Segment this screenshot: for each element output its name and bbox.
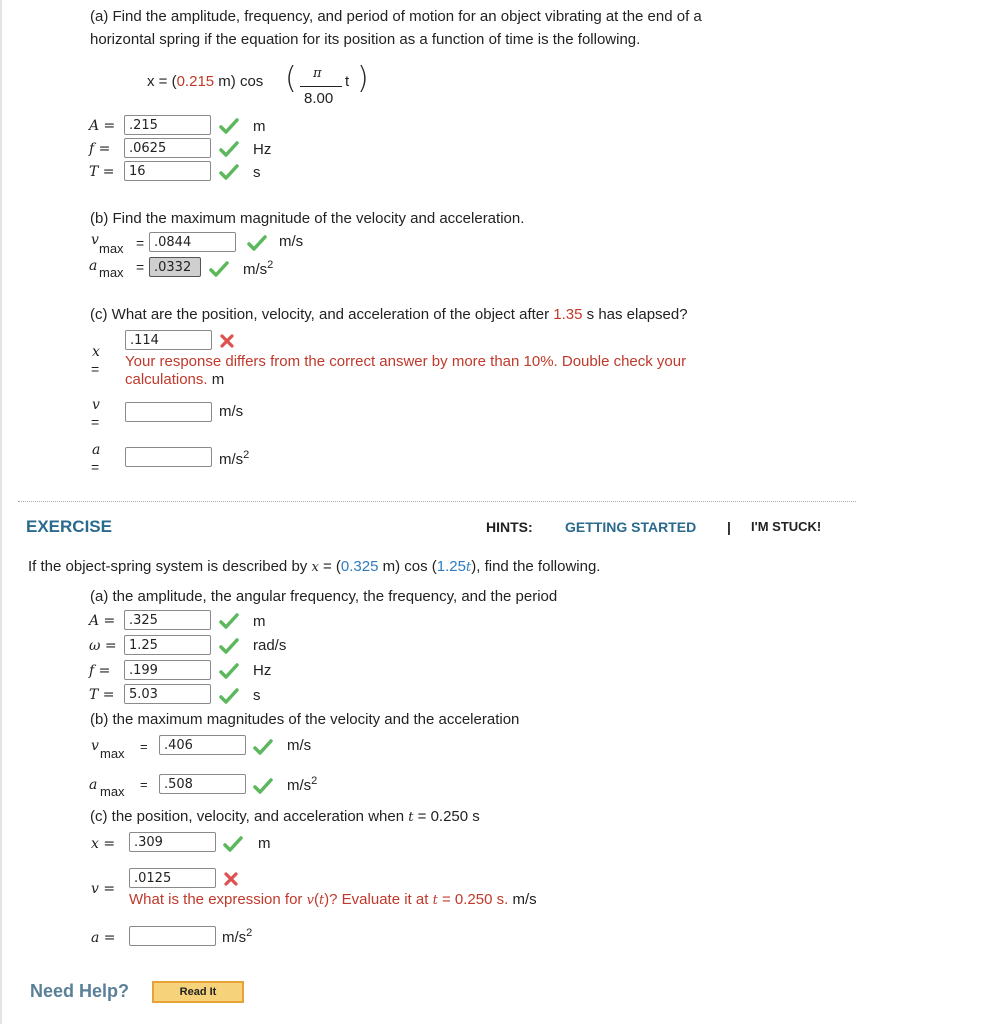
ex-angular-frequency-input[interactable]: 1.25 — [124, 635, 211, 655]
ex-amplitude-label: A = — [89, 613, 116, 629]
vmax-subscript: max — [99, 241, 124, 256]
position-equation: x = (0.215 m) cos — [147, 73, 264, 90]
a-equals: = — [91, 459, 100, 475]
ex-vmax-subscript: max — [100, 746, 125, 761]
exercise-title: EXERCISE — [26, 517, 112, 536]
ex-position-unit: m — [258, 835, 271, 852]
ex-amplitude-unit: m — [253, 613, 266, 630]
ex-angular-frequency-unit: rad/s — [253, 637, 287, 654]
correct-check-icon — [253, 778, 273, 794]
ex-vmax-unit: m/s — [287, 737, 312, 754]
a-symbol: a — [92, 442, 101, 458]
correct-check-icon — [219, 688, 239, 704]
equation-open-paren: ( — [285, 61, 297, 96]
ex-velocity-input[interactable]: .0125 — [129, 868, 216, 888]
period-label: T = — [89, 164, 115, 180]
position-error-line2: calculations. m — [125, 371, 225, 388]
x-equals: = — [91, 361, 100, 377]
v-symbol: v — [92, 397, 100, 413]
ex-period-label: T = — [89, 687, 115, 703]
period-unit: s — [253, 164, 261, 181]
ex-vmax-input[interactable]: .406 — [159, 735, 246, 755]
frequency-unit: Hz — [253, 141, 272, 158]
ex-amax-input[interactable]: .508 — [159, 774, 246, 794]
amax-equals: = — [136, 259, 145, 275]
ex-amplitude-input[interactable]: .325 — [124, 610, 211, 630]
equation-denominator: 8.00 — [304, 90, 334, 107]
ex-acceleration-input[interactable] — [129, 926, 216, 946]
exercise-intro: If the object-spring system is described by x = (0.325 m) cos (1.25t), find the following. — [28, 558, 601, 575]
page-left-border — [0, 0, 2, 1024]
period-input[interactable]: 16 — [124, 161, 211, 181]
exercise-part-a-text: (a) the amplitude, the angular frequency, the frequency, and the period — [90, 588, 558, 605]
read-it-button[interactable]: Read It — [152, 981, 244, 1003]
section-divider — [18, 501, 856, 502]
ex-amax-symbol: a — [89, 777, 98, 793]
ex-amax-subscript: max — [100, 784, 125, 799]
acceleration-input[interactable] — [125, 447, 212, 467]
ex-frequency-label: f = — [89, 663, 111, 679]
correct-check-icon — [219, 164, 239, 180]
exercise-part-b-text: (b) the maximum magnitudes of the velocity and the acceleration — [90, 711, 520, 728]
ex-angular-frequency-label: ω = — [89, 638, 117, 654]
ex-vmax-symbol: v — [91, 738, 99, 754]
part-b-text: (b) Find the maximum magnitude of the velocity and acceleration. — [90, 210, 525, 227]
amax-subscript: max — [99, 265, 124, 280]
ex-period-unit: s — [253, 687, 261, 704]
ex-position-label: x = — [91, 836, 116, 852]
correct-check-icon — [219, 613, 239, 629]
amplitude-input[interactable]: .215 — [124, 115, 211, 135]
ex-amax-unit: $m/s^2$ — [287, 775, 318, 794]
need-help-label: Need Help? — [30, 981, 130, 1001]
ex-acceleration-unit: $m/s^2$ — [222, 927, 253, 946]
amax-unit: $m/s^2$ — [243, 259, 274, 278]
frequency-label: f = — [89, 141, 111, 157]
vmax-symbol: v — [91, 232, 99, 248]
correct-check-icon — [219, 141, 239, 157]
position-input[interactable]: .114 — [125, 330, 212, 350]
velocity-unit: m/s — [219, 403, 244, 420]
part-a-text-line1: (a) Find the amplitude, frequency, and period of motion for an object vibrating at the end of a — [90, 8, 702, 25]
correct-check-icon — [253, 739, 273, 755]
frequency-input[interactable]: .0625 — [124, 138, 211, 158]
amplitude-unit: m — [253, 118, 266, 135]
correct-check-icon — [209, 261, 229, 277]
equation-t: t — [345, 73, 350, 90]
im-stuck-link[interactable]: I'M STUCK! — [751, 519, 822, 534]
amplitude-label: A = — [89, 118, 116, 134]
exercise-part-c-text: (c) the position, velocity, and acceleration when t = 0.250 s — [90, 808, 480, 825]
ex-period-input[interactable]: 5.03 — [124, 684, 211, 704]
amax-symbol: a — [89, 258, 98, 274]
ex-vmax-equals: = — [140, 739, 148, 754]
correct-check-icon — [223, 836, 243, 852]
vmax-input[interactable]: .0844 — [149, 232, 236, 252]
ex-acceleration-label: a = — [91, 930, 116, 946]
acceleration-unit: $m/s^2$ — [219, 449, 250, 468]
amax-input[interactable]: .0332 — [149, 257, 201, 277]
part-c-text: (c) What are the position, velocity, and acceleration of the object after 1.35 s has elapsed? — [90, 306, 688, 323]
hints-separator: | — [727, 519, 731, 535]
ex-velocity-label: v = — [91, 881, 116, 897]
position-error-line1: Your response differs from the correct answer by more than 10%. Double check your — [125, 353, 687, 370]
equation-numerator: π — [313, 66, 322, 81]
ex-amax-equals: = — [140, 777, 148, 792]
getting-started-link[interactable]: GETTING STARTED — [565, 519, 697, 535]
equation-close-paren: ) — [357, 61, 369, 96]
correct-check-icon — [219, 638, 239, 654]
velocity-input[interactable] — [125, 402, 212, 422]
incorrect-x-icon — [219, 333, 235, 349]
part-a-text-line2: horizontal spring if the equation for its position as a function of time is the following. — [90, 31, 641, 48]
ex-frequency-input[interactable]: .199 — [124, 660, 211, 680]
x-symbol: x — [92, 344, 100, 360]
correct-check-icon — [247, 235, 267, 251]
vmax-unit: m/s — [279, 233, 304, 250]
incorrect-x-icon — [223, 871, 239, 887]
fraction-bar — [300, 86, 342, 87]
hints-label: HINTS: — [486, 519, 533, 535]
correct-check-icon — [219, 663, 239, 679]
ex-velocity-hint: What is the expression for v(t)? Evaluate it at t = 0.250 s. m/s — [129, 891, 537, 908]
v-equals: = — [91, 414, 100, 430]
ex-frequency-unit: Hz — [253, 662, 272, 679]
vmax-equals: = — [136, 235, 145, 251]
ex-position-input[interactable]: .309 — [129, 832, 216, 852]
correct-check-icon — [219, 118, 239, 134]
